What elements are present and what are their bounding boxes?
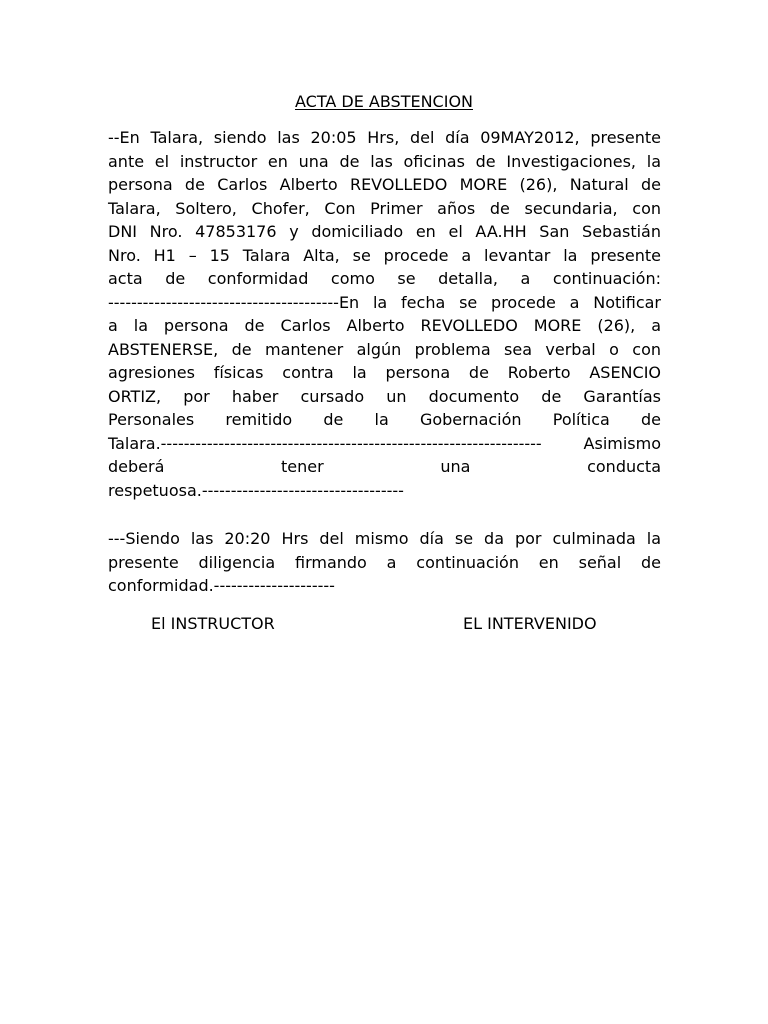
paragraph-line: agresiones físicas contra la persona de Roberto ASENCIO [108,363,661,382]
paragraph-line: respetuosa.----------------------------------- [108,480,404,500]
paragraph-line: ----------------------------------------En la fecha se procede a Notificar [108,292,661,312]
paragraph-line: DNI Nro. 47853176 y domiciliado en el AA.HH San Sebastián [108,222,661,241]
paragraph-line: ORTIZ, por haber cursado un documento de Garantías [108,386,661,406]
paragraph-line: ABSTENERSE, de mantener algún problema sea verbal o con [108,339,661,359]
paragraph-line: Talara.------------------------------------------------------------------ Asimismo [108,433,661,453]
signature-block [0,612,768,636]
paragraph-2 [108,527,661,598]
paragraph-line: conformidad.--------------------- [108,576,335,595]
paragraph-line: Personales remitido de la Gobernación Política de [108,410,661,429]
paragraph-line: --En Talara, siendo las 20:05 Hrs, del día 09MAY2012, presente [108,128,661,147]
instructor-signature-label: El INSTRUCTOR [151,614,275,633]
paragraph-line: deberá tener una conducta [108,457,661,476]
paragraph-line: ---Siendo las 20:20 Hrs del mismo día se da por culminada la [108,529,661,548]
paragraph-line: ante el instructor en una de las oficinas de Investigaciones, la [108,151,661,171]
paragraph-line: persona de Carlos Alberto REVOLLEDO MORE (26), Natural de [108,175,661,194]
paragraph-line: Talara, Soltero, Chofer, Con Primer años de secundaria, con [108,198,661,218]
document-title: ACTA DE ABSTENCION [294,92,473,111]
intervened-signature-label: EL INTERVENIDO [463,614,597,633]
paragraph-1 [108,126,661,502]
paragraph-line: presente diligencia firmando a continuación en señal de [108,552,661,572]
paragraph-line: a la persona de Carlos Alberto REVOLLEDO MORE (26), a [108,316,661,335]
paragraph-line: acta de conformidad como se detalla, a continuación: [108,269,661,288]
paragraph-line: Nro. H1 – 15 Talara Alta, se procede a levantar la presente [108,245,661,265]
